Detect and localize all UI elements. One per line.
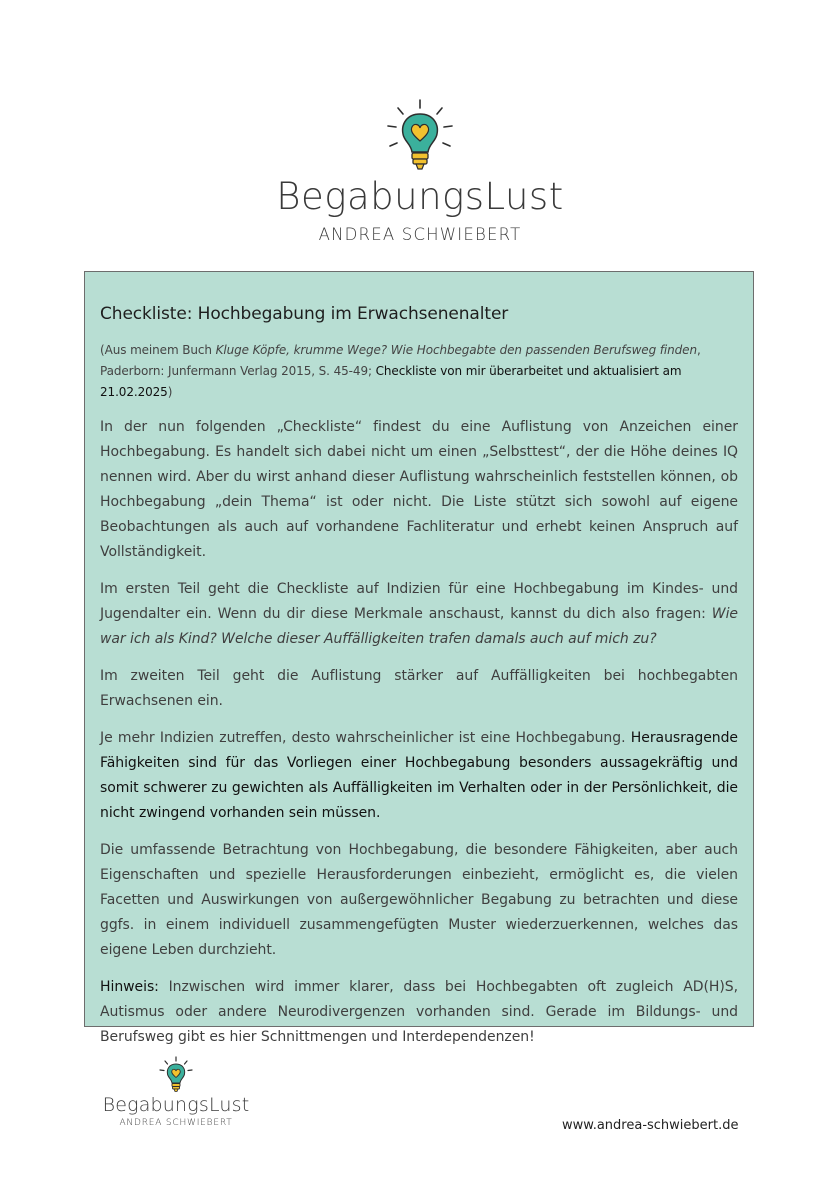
lightbulb-heart-icon	[156, 1055, 196, 1095]
note-label: Hinweis:	[100, 979, 159, 995]
brand-author: ANDREA SCHWIEBERT	[318, 225, 522, 244]
footer-brand-name: BegabungsLust	[102, 1094, 250, 1116]
paragraph-intro: In der nun folgenden „Checkliste“ findest du eine Auflistung von Anzeichen einer Hochbegabung. Es handelt sich dabei nicht um einen „Selbsttest“, der die Höhe deines IQ nennen wird. Aber du wirst anhand dieser Auflistung wahrscheinlich feststellen können, ob Hochbegabung „dein Thema“ ist oder nicht. Die Liste stützt sich sowohl auf eigene Beobachtungen als auch auf vorhandene Fachliteratur und erhebt keinen Anspruch auf Vollständigkeit.	[100, 419, 738, 560]
footer-logo	[96, 1055, 256, 1135]
checklist-intro-box	[84, 271, 754, 1045]
footer-brand-author: ANDREA SCHWIEBERT	[119, 1118, 233, 1128]
paragraph-facets: Die umfassende Betrachtung von Hochbegabung, die besondere Fähigkeiten, aber auch Eigenschaften und spezielle Herausforderungen einbezieht, ermöglicht es, die vielen Facetten und Auswirkungen von außergewöhnlicher Begabung zu betrachten und diese ggfs. in einem individuell zusammengefügten Muster wiederzuerkennen, welches das eigene Leben durchzieht.	[100, 842, 738, 958]
page-title: Checkliste: Hochbegabung im Erwachsenenalter	[100, 304, 509, 324]
paragraph-part-two: Im zweiten Teil geht die Auflistung stärker auf Auffälligkeiten bei hochbegabten Erwachsenen ein.	[100, 668, 738, 709]
book-title: Kluge Köpfe, krumme Wege? Wie Hochbegabte den passenden Berufsweg finden	[215, 343, 697, 357]
paragraph-indicators: Je mehr Indizien zutreffen, desto wahrscheinlicher ist eine Hochbegabung. Herausragende Fähigkeiten sind für das Vorliegen einer Hochbegabung besonders aussagekräftig und somit schwerer zu gewichten als Auffälligkeiten im Verhalten oder in der Persönlichkeit, die nicht zwingend vorhanden sein müssen.	[100, 730, 738, 821]
lightbulb-heart-icon	[380, 96, 460, 176]
source-citation: (Aus meinem Buch Kluge Köpfe, krumme Wege? Wie Hochbegabte den passenden Berufsweg finden, Paderborn: Junfermann Verlag 2015, S. 45-49; Checkliste von mir überarbeitet und aktualisiert am 21.02.2025)	[100, 343, 701, 399]
header-logo	[240, 96, 600, 246]
website-url[interactable]: www.andrea-schwiebert.de	[562, 1118, 739, 1133]
update-note: Checkliste von mir überarbeitet und aktualisiert am 21.02.2025	[100, 364, 682, 399]
paragraph-note: Hinweis: Inzwischen wird immer klarer, dass bei Hochbegabten oft zugleich AD(H)S, Autismus oder andere Neurodivergenzen vorhanden sind. Gerade im Bildungs- und Berufsweg gibt es hier Schnittmengen und Interdependenzen!	[100, 979, 738, 1045]
reflection-question: Wie war ich als Kind? Welche dieser Auffälligkeiten trafen damals auch auf mich zu?	[100, 606, 738, 647]
paragraph-part-one: Im ersten Teil geht die Checkliste auf Indizien für eine Hochbegabung im Kindes- und Jugendalter ein. Wenn du dir diese Merkmale anschaust, kannst du dich also fragen: Wie war ich als Kind? Welche dieser Auffälligkeiten trafen damals auch auf mich zu?	[100, 581, 738, 647]
emphasis-text: Herausragende Fähigkeiten sind für das Vorliegen einer Hochbegabung besonders aussagekräftig und somit schwerer zu gewichten als Auffälligkeiten im Verhalten oder in der Persönlichkeit, die nicht zwingend vorhanden sein müssen.	[100, 730, 738, 821]
brand-name: BegabungsLust	[276, 175, 564, 218]
